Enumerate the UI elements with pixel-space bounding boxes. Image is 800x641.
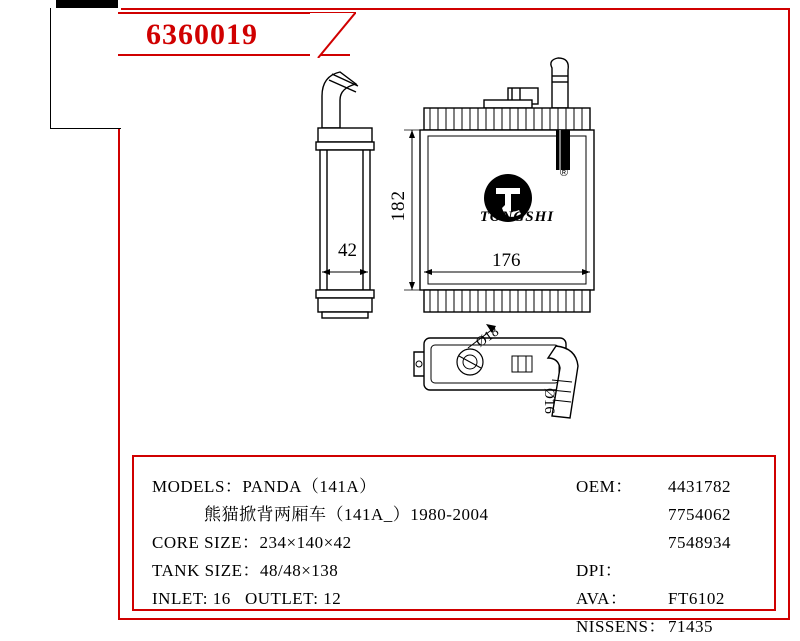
oem-spacer-2 bbox=[576, 529, 668, 557]
oem-label: OEM： bbox=[576, 477, 633, 496]
dpi-row bbox=[576, 557, 776, 585]
core-size-row bbox=[152, 529, 552, 557]
oem-row-2 bbox=[576, 501, 776, 529]
models-row bbox=[152, 473, 552, 501]
outlet-label: OUTLET: bbox=[244, 589, 319, 608]
models-label: MODELS： bbox=[152, 477, 243, 496]
oem-value-2: 7754062 bbox=[668, 505, 731, 524]
models-value: PANDA（141A） bbox=[242, 477, 377, 496]
dpi-value bbox=[668, 557, 776, 585]
tank-size-row bbox=[152, 557, 552, 585]
ava-row bbox=[576, 585, 776, 613]
models-value-cn: 熊猫掀背两厢车（141A_）1980-2004 bbox=[204, 505, 489, 524]
inlet-label: INLET: bbox=[152, 589, 208, 608]
oem-row-3 bbox=[576, 529, 776, 557]
oem-spacer bbox=[576, 501, 668, 529]
tank-size-label: TANK SIZE： bbox=[152, 561, 260, 580]
part-number: 6360019 bbox=[146, 18, 258, 51]
specs-right-column bbox=[576, 473, 776, 641]
core-size-label: CORE SIZE： bbox=[152, 533, 260, 552]
core-size-value: 234×140×42 bbox=[259, 533, 352, 552]
nissens-label: NISSENS： bbox=[576, 617, 666, 636]
specification-table bbox=[132, 455, 776, 636]
dimension-tank-width: 42 bbox=[338, 240, 357, 261]
brand-name: TONGSHI bbox=[479, 209, 555, 225]
ava-label: AVA： bbox=[576, 589, 628, 608]
dimension-width: 176 bbox=[492, 250, 521, 271]
nissens-row bbox=[576, 613, 776, 641]
outlet-value: 12 bbox=[323, 589, 342, 608]
tank-size-value: 48/48×138 bbox=[260, 561, 339, 580]
brand-logo bbox=[462, 165, 572, 235]
oem-value-1: 4431782 bbox=[668, 477, 731, 496]
dpi-label: DPI： bbox=[576, 561, 623, 580]
dimension-outlet-diameter: Ø18 bbox=[473, 324, 502, 351]
oem-row bbox=[576, 473, 776, 501]
inlet-outlet-row bbox=[152, 585, 552, 613]
specs-left-column bbox=[152, 473, 552, 613]
registered-trademark-icon: ® bbox=[559, 167, 568, 179]
ava-value: FT6102 bbox=[668, 589, 725, 608]
nissens-value: 71435 bbox=[668, 617, 713, 636]
oem-value-3: 7548934 bbox=[668, 533, 731, 552]
dimension-inlet-diameter: Ø16 bbox=[541, 388, 557, 414]
dimension-height: 182 bbox=[388, 190, 409, 222]
inlet-value: 16 bbox=[212, 589, 231, 608]
